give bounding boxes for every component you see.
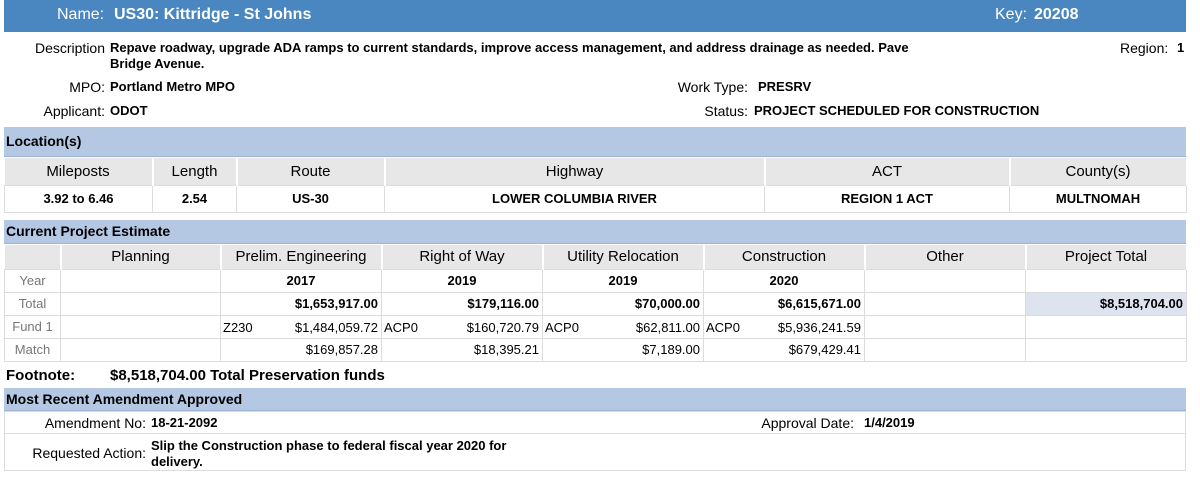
project-key: 20208 — [1034, 6, 1079, 23]
name-label: Name: — [57, 6, 105, 23]
fund1-cell — [382, 315, 543, 338]
match-cell: $169,857.28 — [221, 338, 382, 361]
year-cell: 2019 — [382, 269, 543, 292]
row-label: Match — [5, 338, 61, 361]
amendment-section-title: Most Recent Amendment Approved — [6, 391, 243, 407]
fund-amount: $5,936,241.59 — [777, 319, 861, 335]
estimate-table — [4, 245, 1188, 362]
total-cell: $6,615,671.00 — [704, 292, 865, 315]
footnote-text: $8,518,704.00 Total Preservation funds — [110, 367, 385, 384]
amendment-section-bar — [4, 388, 1186, 411]
row-label: Year — [5, 269, 61, 292]
total-row — [5, 292, 1187, 315]
total-cell: $70,000.00 — [543, 292, 704, 315]
work-type-value: PRESRV — [758, 79, 812, 94]
row-label: Fund 1 — [5, 315, 61, 338]
total-cell — [865, 292, 1026, 315]
year-cell — [61, 269, 221, 292]
fund1-cell — [221, 315, 382, 338]
fund-code: ACP0 — [706, 319, 740, 335]
fund1-cell — [865, 315, 1026, 338]
estimate-col-header: Other — [865, 245, 1026, 269]
description-line-1: Repave roadway, upgrade ADA ramps to current standards, improve access management, and address drainage as needed. Pave — [110, 40, 909, 55]
project-total-cell: $8,518,704.00 — [1026, 292, 1187, 315]
estimate-col-header: Right of Way — [382, 245, 543, 269]
location-col-header: Length — [153, 158, 237, 185]
mileposts-cell: 3.92 to 6.46 — [5, 185, 153, 212]
total-cell: $1,653,917.00 — [221, 292, 382, 315]
fund1-cell — [61, 315, 221, 338]
region-label: Region: — [1120, 40, 1169, 56]
key-label: Key: — [995, 6, 1028, 23]
estimate-col-header: Prelim. Engineering — [221, 245, 382, 269]
location-col-header: Highway — [385, 158, 765, 185]
year-cell: 2020 — [704, 269, 865, 292]
location-col-header: County(s) — [1010, 158, 1187, 185]
work-type-label: Work Type: — [677, 79, 748, 95]
approval-date-label: Approval Date: — [761, 415, 854, 431]
match-cell: $7,189.00 — [543, 338, 704, 361]
footnote-label: Footnote: — [6, 367, 76, 384]
county-cell: MULTNOMAH — [1010, 185, 1187, 212]
match-cell — [61, 338, 221, 361]
year-cell — [1026, 269, 1187, 292]
act-cell: REGION 1 ACT — [765, 185, 1010, 212]
applicant-label: Applicant: — [43, 103, 105, 119]
requested-action-line-1: Slip the Construction phase to federal fiscal year 2020 for — [151, 438, 507, 453]
project-header-bar — [4, 0, 1186, 32]
year-cell — [865, 269, 1026, 292]
route-cell: US-30 — [237, 185, 385, 212]
description-line-2: Bridge Avenue. — [110, 56, 205, 71]
year-cell: 2017 — [221, 269, 382, 292]
total-cell: $179,116.00 — [382, 292, 543, 315]
estimate-section-bar — [4, 220, 1186, 244]
length-cell: 2.54 — [153, 185, 237, 212]
status-label: Status: — [704, 103, 748, 119]
estimate-col-header: Planning — [61, 245, 221, 269]
fund-amount: $1,484,059.72 — [294, 319, 378, 335]
fund1-cell — [543, 315, 704, 338]
status-value: PROJECT SCHEDULED FOR CONSTRUCTION — [754, 103, 1040, 118]
fund-amount: $160,720.79 — [466, 319, 539, 335]
location-section-title: Location(s) — [6, 133, 82, 149]
location-table — [4, 158, 1188, 213]
fund-code: Z230 — [223, 319, 253, 335]
project-name: US30: Kittridge - St Johns — [114, 6, 312, 23]
fund-code: ACP0 — [384, 319, 418, 335]
requested-action-line-2: delivery. — [151, 454, 203, 469]
estimate-col-header: Project Total — [1026, 245, 1187, 269]
fund1-cell — [704, 315, 865, 338]
estimate-corner-cell — [5, 245, 61, 269]
match-row — [5, 338, 1187, 361]
location-col-header: Route — [237, 158, 385, 185]
region-value: 1 — [1177, 40, 1185, 55]
requested-action-label: Requested Action: — [32, 445, 146, 461]
fund1-row — [5, 315, 1187, 338]
location-header-row — [5, 158, 1187, 185]
estimate-section-title: Current Project Estimate — [6, 223, 171, 239]
estimate-col-header: Utility Relocation — [543, 245, 704, 269]
description-label: Description — [34, 40, 105, 56]
match-cell — [1026, 338, 1187, 361]
fund1-cell — [1026, 315, 1187, 338]
match-cell — [865, 338, 1026, 361]
fund-code: ACP0 — [545, 319, 579, 335]
year-row — [5, 269, 1187, 292]
match-cell: $679,429.41 — [704, 338, 865, 361]
row-label: Total — [5, 292, 61, 315]
estimate-col-header: Construction — [704, 245, 865, 269]
year-cell: 2019 — [543, 269, 704, 292]
highway-cell: LOWER COLUMBIA RIVER — [385, 185, 765, 212]
total-cell — [61, 292, 221, 315]
amendment-no-label: Amendment No: — [44, 415, 146, 431]
mpo-value: Portland Metro MPO — [110, 79, 235, 94]
amendment-no-value: 18-21-2092 — [151, 415, 218, 430]
location-col-header: Mileposts — [5, 158, 153, 185]
estimate-header-row — [5, 245, 1187, 269]
fund-amount: $62,811.00 — [635, 319, 700, 335]
location-col-header: ACT — [765, 158, 1010, 185]
applicant-value: ODOT — [110, 103, 148, 118]
approval-date-value: 1/4/2019 — [864, 415, 915, 430]
location-section-bar — [4, 127, 1186, 157]
location-data-row — [5, 185, 1187, 212]
mpo-label: MPO: — [69, 79, 105, 95]
match-cell: $18,395.21 — [382, 338, 543, 361]
